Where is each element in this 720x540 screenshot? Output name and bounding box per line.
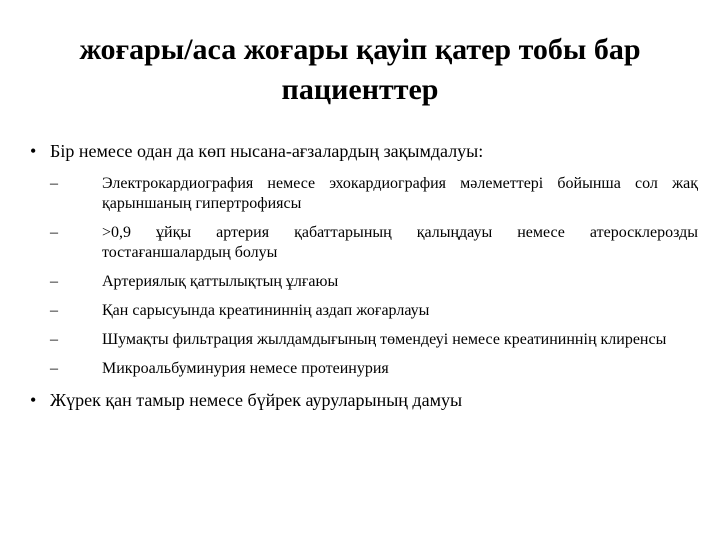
sub-bullet-item xyxy=(50,223,698,263)
sub-bullet-item xyxy=(50,301,698,321)
sub-bullet-text: Электрокардиография немесе эхокардиография мәлеметтері бойынша сол жақ қарыншаның гипертрофиясы xyxy=(102,175,698,212)
dash-icon: – xyxy=(50,224,58,241)
sub-bullet-text: >0,9 ұйқы артерия қабаттарының қалыңдауы немесе атеросклерозды тостағаншалардың болуы xyxy=(102,224,698,261)
bullet-item-cardiovascular-renal-disease xyxy=(30,389,698,411)
sub-bullet-item xyxy=(50,359,698,379)
sub-bullet-text: Қан сарысуында креатининнің аздап жоғарлауы xyxy=(102,302,430,319)
dash-icon: – xyxy=(50,360,58,377)
sub-bullet-list xyxy=(50,174,698,379)
sub-bullet-text: Артериялық қаттылықтың ұлғаюы xyxy=(102,273,339,290)
bullet-item-target-organ-damage xyxy=(30,140,698,379)
bullet-dot-icon: • xyxy=(30,141,37,161)
sub-bullet-text: Шумақты фильтрация жылдамдығының төмендеуі немесе креатининнің клиренсы xyxy=(102,331,667,348)
bullet-dot-icon: • xyxy=(30,390,37,410)
bullet-list xyxy=(30,140,698,421)
bullet-text: Жүрек қан тамыр немесе бүйрек ауруларының дамуы xyxy=(50,390,463,410)
sub-bullet-item xyxy=(50,174,698,214)
slide-title-line-1: жоғары/аса жоғары қауіп қатер тобы бар xyxy=(79,33,641,66)
dash-icon: – xyxy=(50,175,58,192)
dash-icon: – xyxy=(50,273,58,290)
slide-title xyxy=(40,30,680,110)
dash-icon: – xyxy=(50,331,58,348)
slide-title-line-2: пациенттер xyxy=(281,73,439,106)
dash-icon: – xyxy=(50,302,58,319)
bullet-text: Бір немесе одан да көп нысана-ағзалардың зақымдалуы: xyxy=(50,141,484,161)
sub-bullet-item xyxy=(50,272,698,292)
sub-bullet-item xyxy=(50,330,698,350)
sub-bullet-text: Микроальбуминурия немесе протеинурия xyxy=(102,360,389,377)
